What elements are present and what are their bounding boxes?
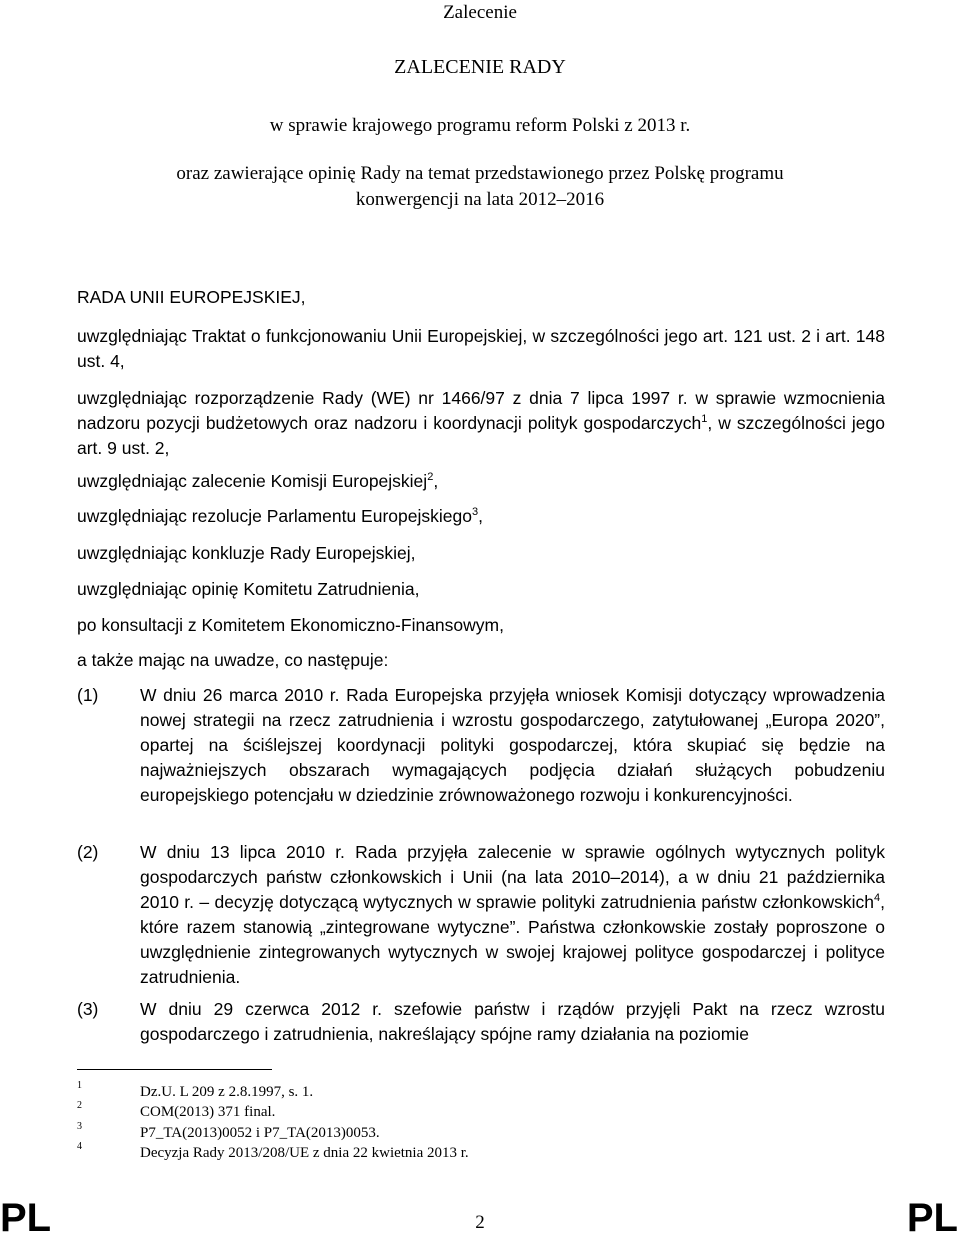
footnote-number: 4 (77, 1141, 82, 1152)
whereas-intro-text: a także mając na uwadze, co następuje: (77, 650, 389, 670)
document-heading: Zalecenie (443, 2, 517, 23)
citation-employment-committee (77, 577, 885, 602)
citation-commission (77, 469, 885, 494)
subtitle-line-1: oraz zawierające opinię Rady na temat przedstawionego przez Polskę programu (176, 163, 784, 184)
footnote-ref-1[interactable]: 1 (701, 413, 708, 425)
recital-number: (1) (77, 685, 99, 705)
footnote-number: 1 (77, 1080, 82, 1091)
recital-number: (3) (77, 999, 99, 1019)
footnote-ref-2[interactable]: 2 (427, 471, 434, 483)
footer-language-left: PL (0, 1196, 52, 1240)
citation-parliament (77, 504, 885, 529)
footnote-separator (77, 1069, 272, 1070)
footnote-text: Dz.U. L 209 z 2.8.1997, s. 1. (140, 1084, 314, 1100)
recital-1 (77, 683, 885, 808)
citation-treaty (77, 324, 885, 374)
footer-language-right: PL (906, 1196, 958, 1240)
council-heading (77, 285, 885, 310)
recital-number: (2) (77, 842, 99, 862)
footnote-number: 3 (77, 1121, 82, 1132)
footnote-text: P7_TA(2013)0052 i P7_TA(2013)0053. (140, 1125, 380, 1141)
citation-regulation (77, 386, 885, 461)
page-number: 2 (475, 1212, 485, 1233)
document-title: ZALECENIE RADY (394, 56, 566, 78)
citation-employment-committee-text: uwzględniając opinię Komitetu Zatrudnienia, (77, 579, 420, 599)
citation-parliament-text: uwzględniając rezolucje Parlamentu Europejskiego$^3$, (77, 506, 483, 526)
citation-treaty-text: uwzględniając Traktat o funkcjonowaniu Unii Europejskiej, w szczególności jego art. 121 ust. 2 i art. 148 ust. 4, (77, 326, 885, 371)
recital-text: W dniu 26 marca 2010 r. Rada Europejska przyjęła wniosek Komisji dotyczący wprowadzenia nowej strategii na rzecz zatrudnienia i wzrostu gospodarczego, zatytułowanej „Europa 2020”, opartej na ściślejszej koordynacji polityki gospodarczej, która skupiać się będzie na najważniejszych obszarach wymagających podjęcia działań służących pobudzeniu europejskiego potencjału w dziedzinie zrównoważonego rozwoju i konkurencyjności. (140, 685, 885, 805)
citation-commission-text: uwzględniając zalecenie Komisji Europejskiej$^2$, (77, 471, 439, 491)
citation-european-council-text: uwzględniając konkluzje Rady Europejskiej, (77, 543, 416, 563)
recital-text: W dniu 13 lipca 2010 r. Rada przyjęła zalecenie w sprawie ogólnych wytycznych polityk gospodarczych państw członkowskich i Unii (na lata 2010–2014), a w dniu 21 października 2010 r. – decyzję dotyczącą wytycznych w sprawie polityki zatrudnienia państw członkowskich$^4$, które razem stanowią „zintegrowane wytyczne”. Państwa członkowskie zostały poproszone o uwzględnienie zintegrowanych wytycznych w swojej krajowej polityce gospodarczej i polityce zatrudnienia. (140, 842, 885, 987)
footnote-text: COM(2013) 371 final. (140, 1104, 276, 1120)
footnote-3 (77, 1123, 885, 1143)
footnote-1 (77, 1082, 885, 1102)
council-name: RADA UNII EUROPEJSKIEJ, (77, 287, 306, 307)
recital-3 (77, 997, 885, 1047)
recital-text: W dniu 29 czerwca 2012 r. szefowie państw i rządów przyjęli Pakt na rzecz wzrostu gospodarczego i zatrudnienia, nakreślający spójne ramy działania na poziomie (140, 999, 885, 1044)
document-subtitle: w sprawie krajowego programu reform Polski z 2013 r. (269, 115, 691, 136)
citation-regulation-text: uwzględniając rozporządzenie Rady (WE) nr 1466/97 z dnia 7 lipca 1997 r. w sprawie wzmocnienia nadzoru pozycji budżetowych oraz nadzoru i koordynacji polityk gospodarczych$^1$, w szczególności jego art. 9 ust. 2, (77, 388, 885, 458)
footnote-text: Decyzja Rady 2013/208/UE z dnia 22 kwietnia 2013 r. (140, 1145, 469, 1161)
citation-efc (77, 613, 885, 638)
footnote-ref-3[interactable]: 3 (471, 506, 479, 518)
whereas-intro (77, 648, 885, 673)
citation-european-council (77, 541, 885, 566)
footnote-2 (77, 1102, 885, 1122)
citation-efc-text: po konsultacji z Komitetem Ekonomiczno-Finansowym, (77, 615, 504, 635)
recital-2 (77, 840, 885, 990)
document-subtitle-continued (0, 161, 960, 213)
footnote-ref-4[interactable]: 4 (874, 892, 881, 904)
subtitle-line-2: konwergencji na lata 2012–2016 (355, 189, 605, 210)
footnote-4 (77, 1143, 885, 1163)
footnote-number: 2 (77, 1100, 82, 1111)
